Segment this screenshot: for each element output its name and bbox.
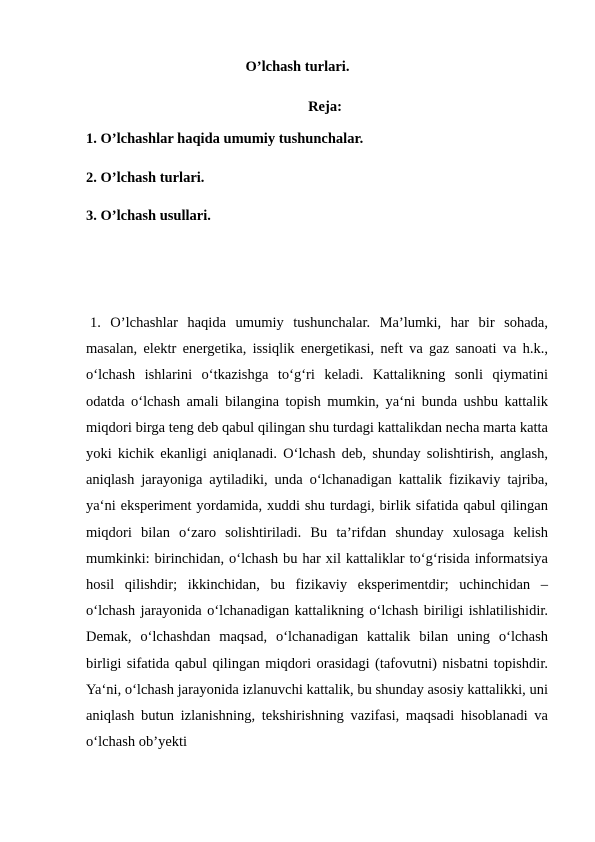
body-paragraph: 1. O’lchashlar haqida umumiy tushunchalar. Ma’lumki, har bir sohada, masalan, elektr energetika, issiqlik energetikasi, neft va gaz sanoati va h.k., o‘lchash ishlarini o‘tkazishga to‘g‘ri keladi. Kattalikning sonli qiymatini odatda o‘lchash amali bilangina topish mumkin, ya‘ni bunda ushbu kattalik miqdori birga teng deb qabul qilingan shu turdagi kattalikdan necha marta katta yoki kichik ekanligi aniqlanadi. O‘lchash deb, shunday solishtirish, anglash, aniqlash jarayoniga aytiladiki, unda o‘lchanadigan kattalik fizikaviy tajriba, ya‘ni eksperiment yordamida, xuddi shu turdagi, birlik sifatida qabul qilingan miqdori bilan o‘zaro solishtiriladi. Bu ta’rifdan shunday xulosaga kelish mumkinki: birinchidan, o‘lchash bu har xil kattaliklar to‘g‘risida informatsiya hosil qilishdir; ikkinchidan, bu fizikaviy eksperimentdir; uchinchidan – o‘lchash jarayonida o‘lchanadigan kattalikning o‘lchash biriligi ishlatilishidir. Demak, o‘lchashdan maqsad, o‘lchanadigan kattalik bilan uning o‘lchash birligi sifatida qabul qilingan miqdori orasidagi (tafovutni) nisbatni topishdir. Ya‘ni, o‘lchash jarayonida izlanuvchi kattalik, bu shunday asosiy kattalikki, uni aniqlash butun izlanishning, tekshirishning vazifasi, maqsadi hisoblanadi va o‘lchash ob’yekti: [86, 315, 548, 751]
plan-item-3: 3. O’lchash usullari.: [86, 208, 211, 224]
document-title: O’lchash turlari.: [245, 59, 350, 75]
plan-heading: Reja:: [308, 99, 342, 115]
plan-item-1: 1. O’lchashlar haqida umumiy tushunchalar.: [86, 131, 364, 147]
plan-item-2: 2. O’lchash turlari.: [86, 170, 205, 186]
